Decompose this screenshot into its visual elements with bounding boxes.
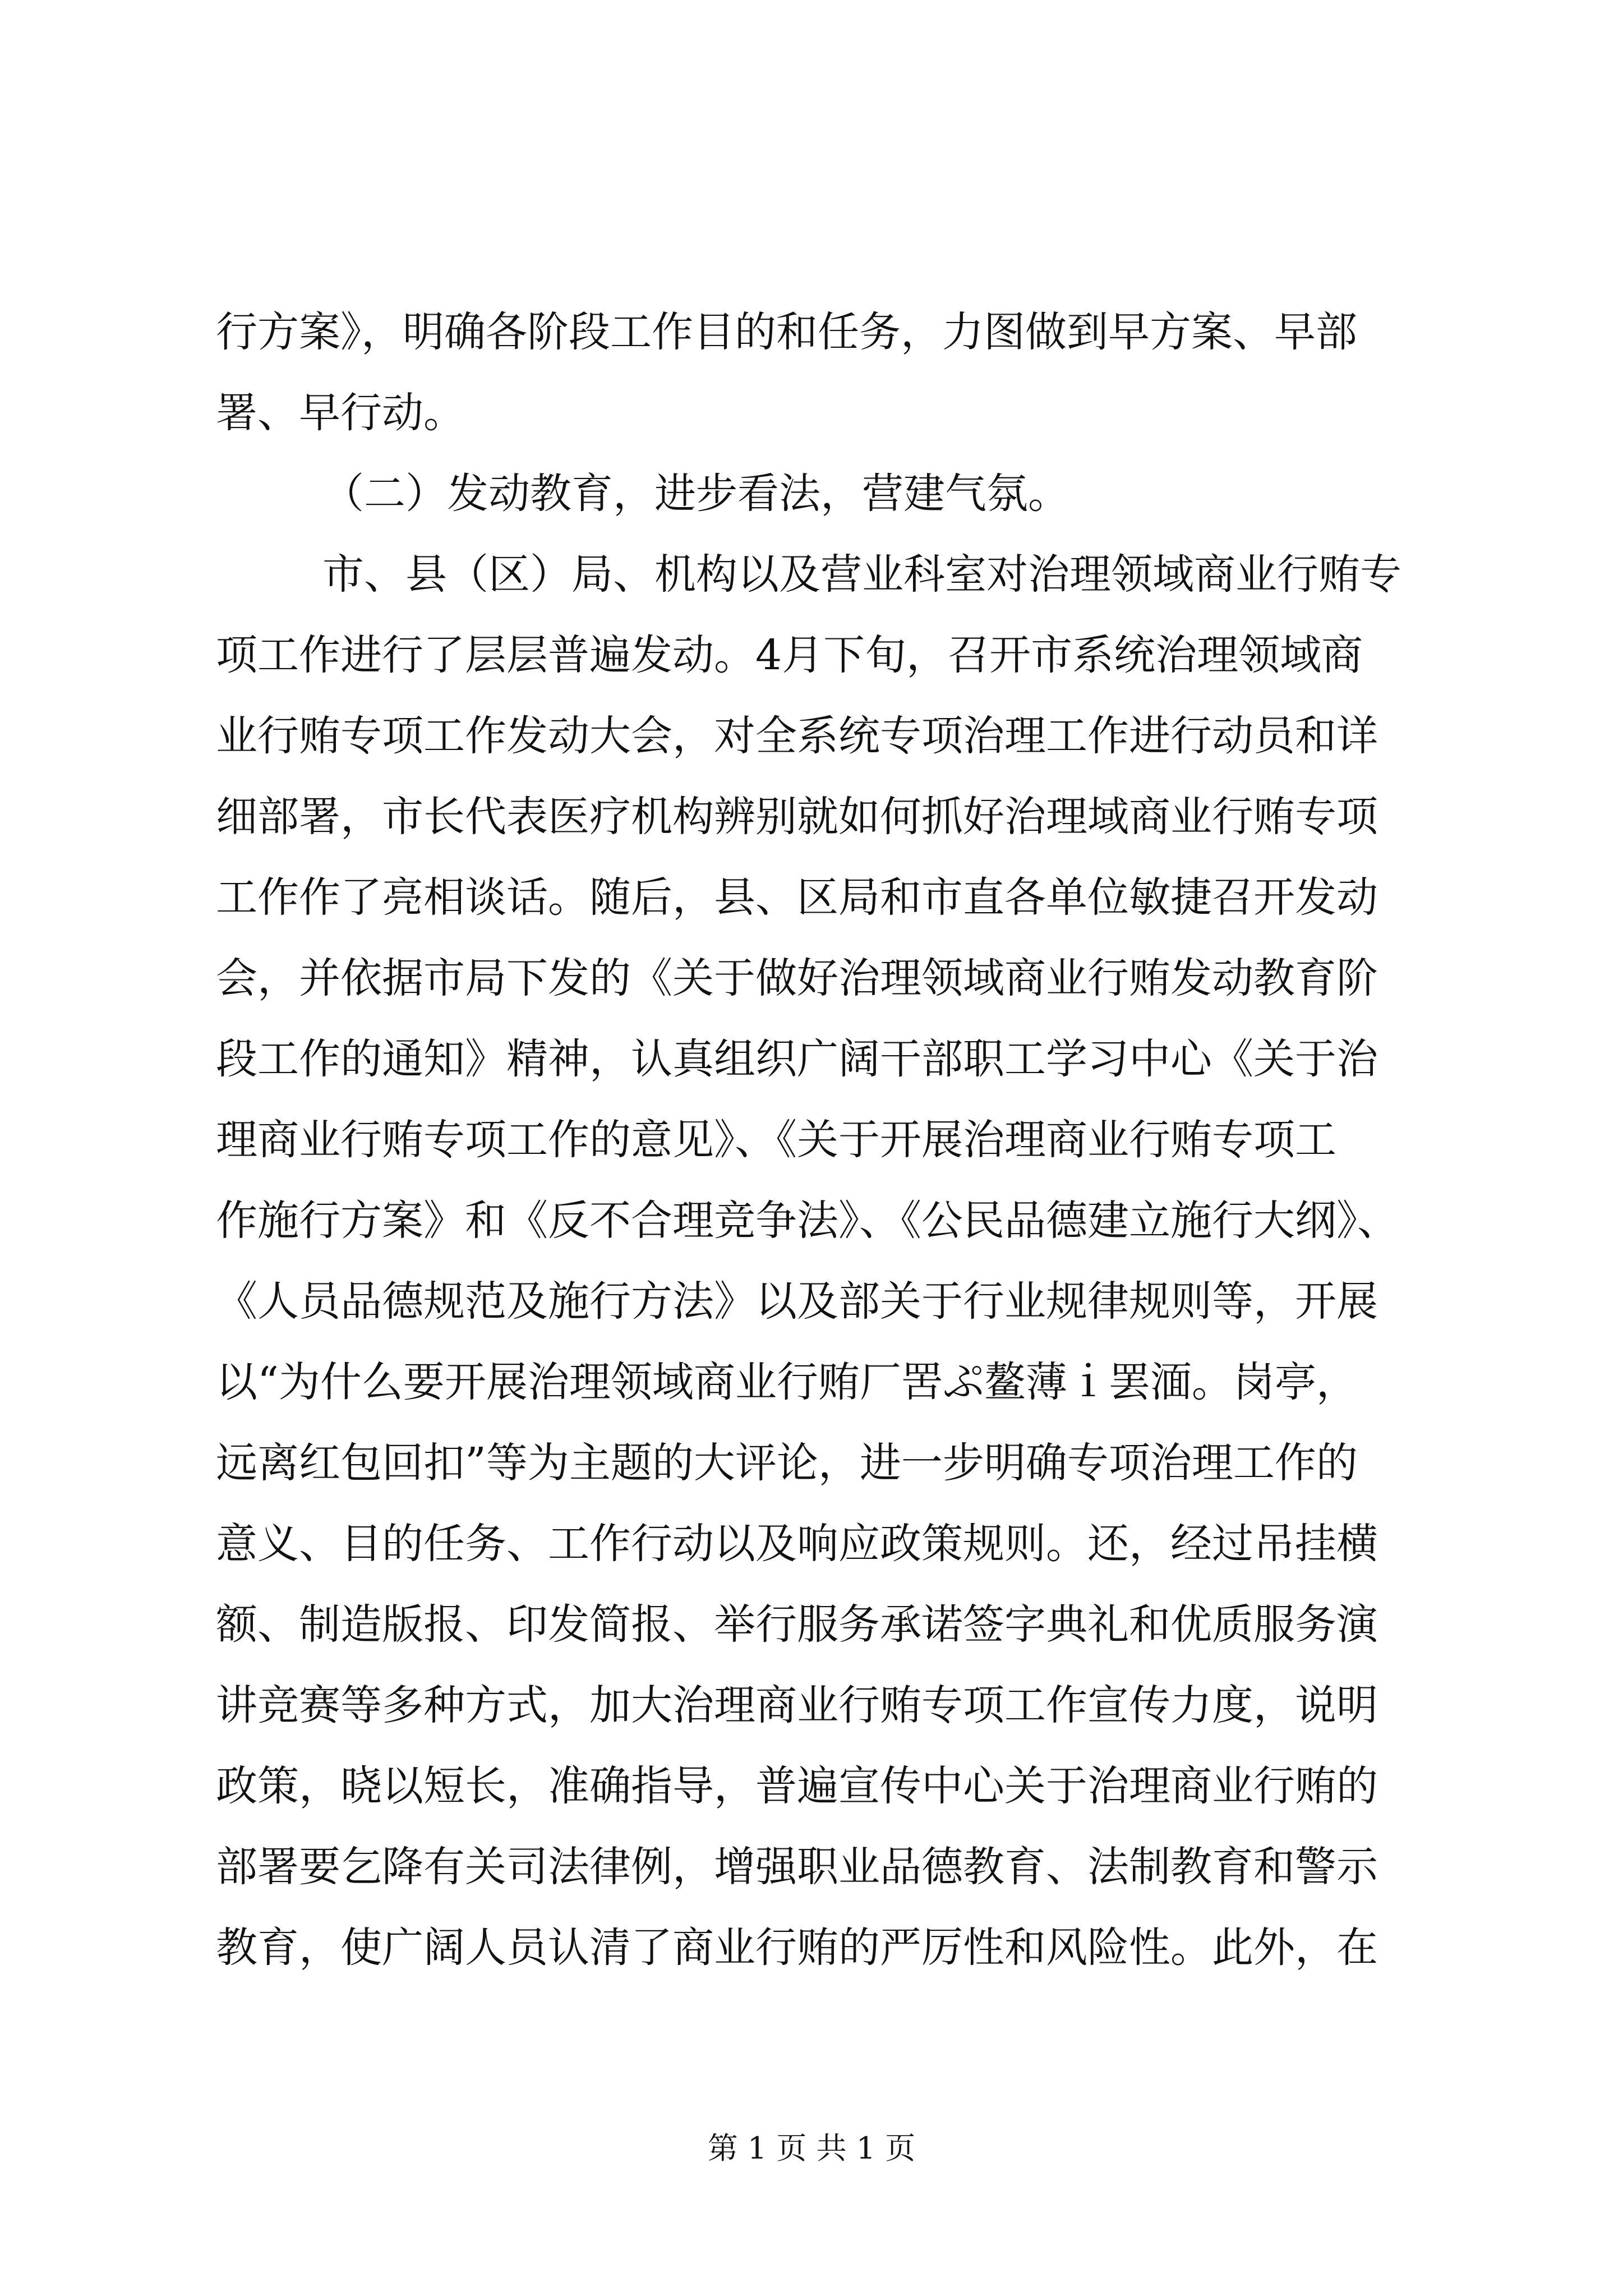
text-line: （二）发动教育，进步看法，营建气氛。: [322, 470, 1069, 518]
page-footer: 第 1 页 共 1 页: [707, 2131, 916, 2166]
text-line: 段工作的通知》精神，认真组织广阔干部职工学习中心《关于治: [216, 1035, 1378, 1083]
text-line: 行方案》，明确各阶段工作目的和任务，力图做到早方案、早部: [216, 308, 1357, 356]
text-line: 工作作了亮相谈话。随后，县、区局和市直各单位敏捷召开发动: [216, 873, 1378, 922]
text-line: 业行贿专项工作发动大会，对全系统专项治理工作进行动员和详: [216, 712, 1378, 760]
text-line: 讲竞赛等多种方式，加大治理商业行贿专项工作宣传力度，说明: [216, 1681, 1378, 1729]
text-line: 部署要乞降有关司法律例，增强职业品德教育、法制教育和警示: [216, 1843, 1378, 1891]
text-line: 项工作进行了层层普遍发动。4月下旬，召开市系统治理领域商: [216, 631, 1363, 679]
text-line: 理商业行贿专项工作的意见》、《关于开展治理商业行贿专项工: [216, 1116, 1336, 1164]
text-line: 以“为什么要开展治理领域商业行贿厂罟ぷ鳌薄ｉ罢湎。岗亭，: [216, 1358, 1358, 1406]
text-line: 教育，使广阔人员认清了商业行贿的严厉性和风险性。此外，在: [216, 1924, 1378, 1972]
text-line: 远离红包回扣”等为主题的大评论，进一步明确专项治理工作的: [216, 1439, 1358, 1487]
text-line: 会，并依据市局下发的《关于做好治理领域商业行贿发动教育阶: [216, 954, 1378, 1002]
text-line: 署、早行动。: [216, 389, 465, 437]
text-line: 额、制造版报、印发简报、举行服务承诺签字典礼和优质服务演: [216, 1600, 1378, 1649]
text-line: 市、县（区）局、机构以及营业科室对治理领域商业行贿专: [322, 550, 1401, 599]
text-line: 作施行方案》和《反不合理竞争法》、《公民品德建立施行大纲》、: [216, 1197, 1399, 1245]
text-line: 意义、目的任务、工作行动以及响应政策规则。还，经过吊挂横: [216, 1520, 1378, 1568]
document-body: [216, 292, 1427, 1988]
text-line: 政策，晓以短长，准确指导，普遍宣传中心关于治理商业行贿的: [216, 1762, 1378, 1810]
text-line: 《人员品德规范及施行方法》以及部关于行业规律规则等，开展: [216, 1277, 1378, 1326]
text-line: 细部署，市长代表医疗机构辨别就如何抓好治理域商业行贿专项: [216, 793, 1378, 841]
